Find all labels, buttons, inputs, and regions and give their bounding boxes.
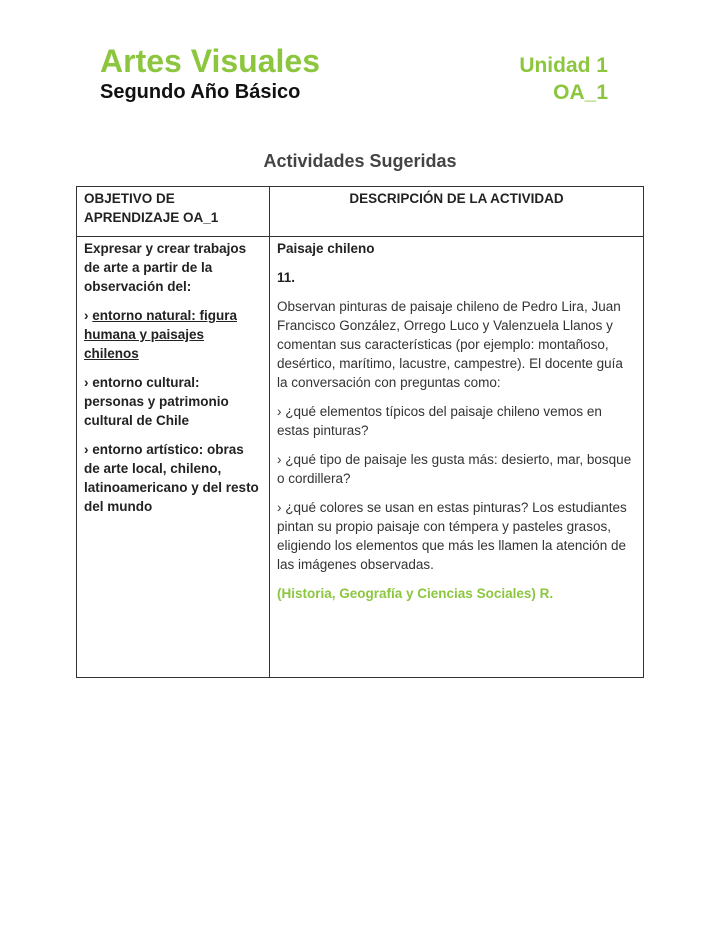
activity-number: 11. <box>277 270 296 285</box>
header-objective: OBJETIVO DE APRENDIZAJE OA_1 <box>77 187 270 237</box>
activity-paragraph: Observan pinturas de paisaje chileno de Pedro Lira, Juan Francisco González, Orrego Luco y Valenzuela Llanos y comentan sus características (por ejemplo: montañoso, desértico, marítimo, lacustre, campestre). El docente guía la conversación con preguntas como: <box>277 299 623 390</box>
table-row <box>77 237 644 678</box>
header-description: DESCRIPCIÓN DE LA ACTIVIDAD <box>270 187 644 237</box>
objective-item-text: entorno artístico: obras de arte local, chileno, latinoamericano y del resto del mundo <box>84 442 259 514</box>
bullet: › <box>84 375 93 390</box>
objective-item <box>84 306 262 363</box>
objective-cell <box>77 237 270 678</box>
table-header-row <box>77 187 644 237</box>
activity-crossref: (Historia, Geografía y Ciencias Sociales) R. <box>277 586 554 601</box>
objective-item-text: entorno cultural: personas y patrimonio cultural de Chile <box>84 375 229 428</box>
activity-question: › ¿qué elementos típicos del paisaje chileno vemos en estas pinturas? <box>277 404 602 438</box>
bullet: › <box>84 308 93 323</box>
activity-table <box>76 186 644 678</box>
grade-subtitle: Segundo Año Básico <box>100 81 301 103</box>
page-title: Artes Visuales <box>100 43 320 79</box>
activity-cell <box>270 237 644 678</box>
bullet: › <box>84 442 93 457</box>
objective-item <box>84 440 262 516</box>
oa-label: OA_1 <box>553 81 608 104</box>
objective-item-text: entorno natural: figura humana y paisajes chilenos <box>84 308 237 361</box>
objective-item <box>84 373 262 430</box>
activity-question: › ¿qué tipo de paisaje les gusta más: desierto, mar, bosque o cordillera? <box>277 452 632 486</box>
objective-intro: Expresar y crear trabajos de arte a partir de la observación del: <box>84 241 247 294</box>
activity-question: › ¿qué colores se usan en estas pinturas? Los estudiantes pintan su propio paisaje con témpera y pasteles grasos, eligiendo los elementos que más les llamen la atención de las imágenes observadas. <box>277 500 627 572</box>
section-title: Actividades Sugeridas <box>263 151 457 171</box>
unit-label: Unidad 1 <box>519 54 608 77</box>
activity-title: Paisaje chileno <box>277 241 375 256</box>
